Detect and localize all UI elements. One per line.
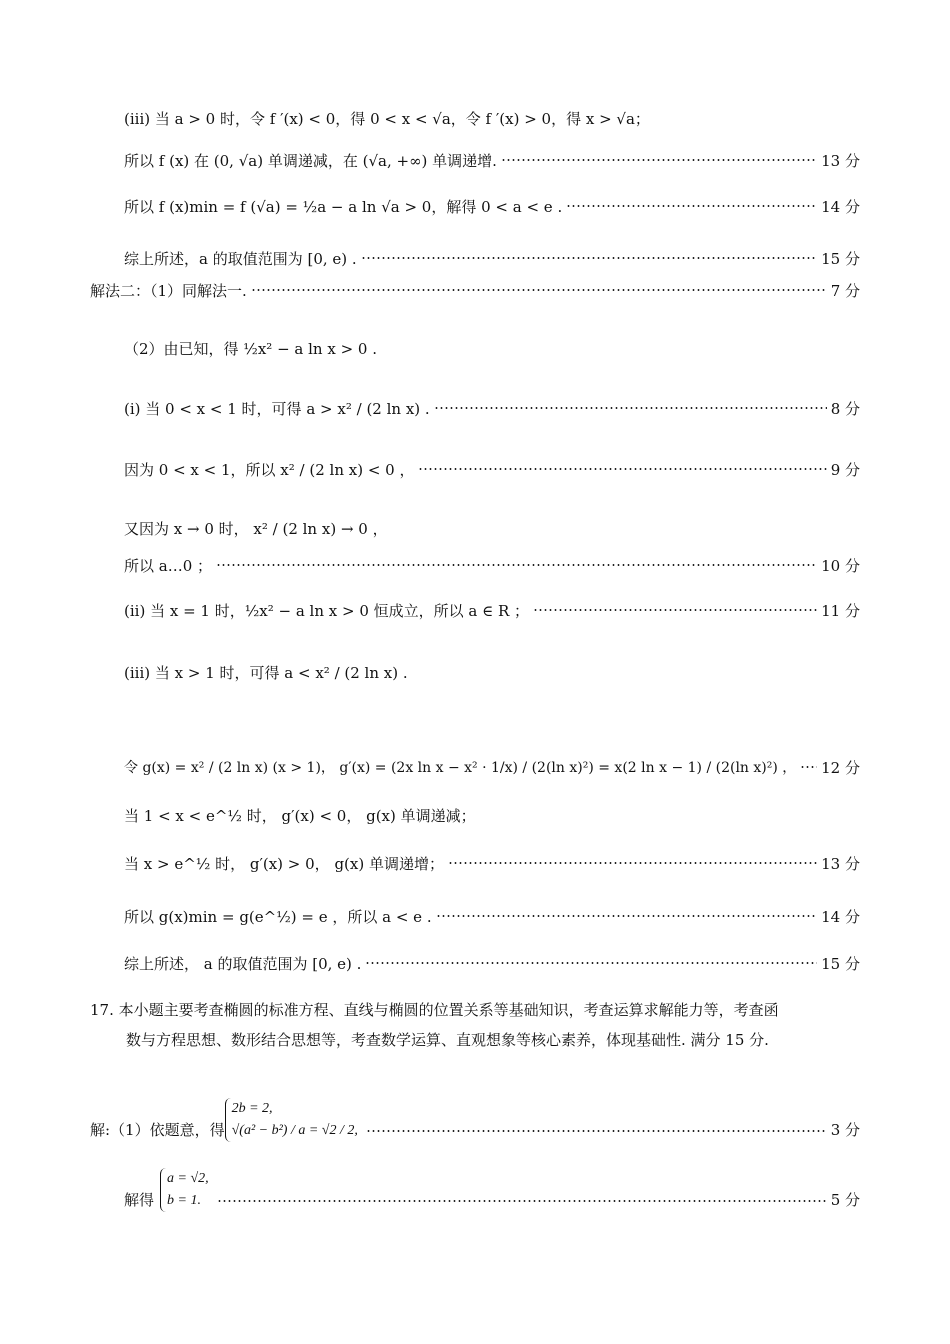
line-text: 当 1 < x < e^½ 时， g′(x) < 0， g(x) 单调递减；: [124, 806, 476, 825]
line-text: (ii) 当 x = 1 时，½x² − a ln x > 0 恒成立，所以 a ∈ R ；: [124, 601, 530, 620]
dot-leader: [501, 159, 817, 161]
line-14: [124, 803, 860, 827]
score: 3 分: [830, 1121, 860, 1139]
line-text: 当 x > e^½ 时， g′(x) > 0， g(x) 单调递增；: [124, 854, 444, 873]
line-5: [90, 278, 860, 302]
line-16: [124, 904, 860, 928]
dot-leader: [418, 468, 826, 470]
score: 14 分: [821, 197, 860, 216]
score: 15 分: [821, 954, 860, 973]
solution-step-1: [90, 1062, 860, 1142]
line-11: [124, 598, 860, 622]
line-1: [124, 106, 860, 130]
line-12: [124, 660, 860, 684]
equation-2: √(a² − b²) / a = √2 / 2,: [231, 1123, 358, 1138]
line-8: [124, 457, 860, 481]
line-2: [124, 148, 860, 172]
dot-leader: [566, 205, 817, 207]
score: 11 分: [821, 601, 860, 620]
line-text: 所以 g(x)min = g(e^½) = e ，所以 a < e .: [124, 907, 432, 926]
line-17: [124, 951, 860, 975]
equation-1: 2b = 2,: [231, 1101, 273, 1116]
dot-leader: [800, 766, 817, 768]
equation-1: a = √2,: [167, 1171, 209, 1186]
line-text: (iii) 当 x > 1 时，可得 a < x² / (2 ln x) .: [124, 663, 408, 682]
problem-17-line2: 数与方程思想、数形结合思想等，考查数学运算、直观想象等核心素养，体现基础性. 满分 15 分.: [126, 1031, 769, 1049]
dot-leader: [366, 1130, 827, 1132]
solution-step-2: [124, 1152, 860, 1212]
line-9: [124, 516, 860, 540]
line-3: [124, 194, 860, 218]
score: 13 分: [821, 151, 860, 170]
score: 13 分: [821, 854, 860, 873]
line-text: 所以 f (x)min = f (√a) = ½a − a ln √a > 0，解得 0 < a < e .: [124, 197, 563, 216]
dot-leader: [216, 564, 817, 566]
line-text: 因为 0 < x < 1，所以 x² / (2 ln x) < 0 ，: [124, 460, 415, 479]
dot-leader: [436, 915, 818, 917]
line-text: （2）由已知，得 ½x² − a ln x > 0 .: [124, 339, 378, 358]
score: 12 分: [821, 758, 860, 777]
solution-prefix: 解:（1）依题意，得: [90, 1121, 225, 1139]
score: 8 分: [830, 399, 860, 418]
dot-leader: [365, 962, 817, 964]
problem-17-intro: [90, 995, 860, 1055]
dot-leader: [251, 289, 827, 291]
line-10: [124, 553, 860, 577]
line-4: [124, 246, 860, 270]
dot-leader: [361, 257, 817, 259]
line-text: 综上所述， a 的取值范围为 [0, e) .: [124, 954, 362, 973]
line-7: [124, 396, 860, 420]
dot-leader: [217, 1200, 827, 1202]
dot-leader: [448, 862, 817, 864]
problem-17-line1: 17. 本小题主要考查椭圆的标准方程、直线与椭圆的位置关系等基础知识，考查运算求解能力等，考查函: [90, 1001, 779, 1019]
dot-leader: [533, 609, 817, 611]
solution-prefix: 解得: [124, 1191, 155, 1209]
score: 9 分: [830, 460, 860, 479]
line-text: (i) 当 0 < x < 1 时，可得 a > x² / (2 ln x) .: [124, 399, 430, 418]
line-text: 所以 a…0 ；: [124, 556, 213, 575]
line-15: [124, 851, 860, 875]
line-text: (iii) 当 a > 0 时，令 f ′(x) < 0，得 0 < x < √a，令 f ′(x) > 0，得 x > √a；: [124, 109, 650, 128]
equation-system: [225, 1098, 358, 1142]
score: 10 分: [821, 556, 860, 575]
score: 7 分: [830, 281, 860, 300]
line-text: 又因为 x → 0 时， x² / (2 ln x) → 0 ，: [124, 519, 388, 538]
score: 14 分: [821, 907, 860, 926]
line-text: 所以 f (x) 在 (0, √a) 单调递减，在 (√a, +∞) 单调递增.: [124, 151, 497, 170]
line-6: [124, 336, 860, 360]
score: 15 分: [821, 249, 860, 268]
equation-system: [160, 1168, 209, 1212]
line-text: 解法二：（1）同解法一.: [90, 281, 247, 300]
line-13: [124, 755, 860, 779]
score: 5 分: [830, 1191, 860, 1209]
equation-2: b = 1.: [167, 1193, 201, 1208]
dot-leader: [434, 407, 827, 409]
line-text: 综上所述，a 的取值范围为 [0, e) .: [124, 249, 357, 268]
line-text: 令 g(x) = x² / (2 ln x) (x > 1)， g′(x) = (2x ln x − x² · 1/x) / (2(ln x)²) = x(2 ln x − 1) / (2(ln x)²) ，: [124, 760, 797, 776]
